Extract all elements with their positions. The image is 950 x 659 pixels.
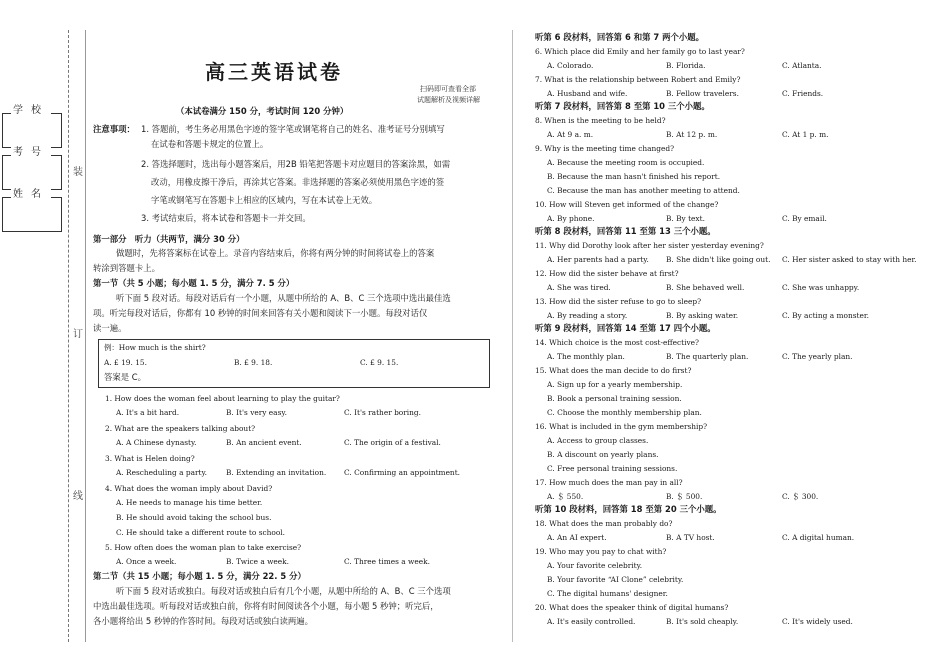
note-2c: 字笔或钢笔写在答题卡上相应的区域内，写在本试卷上无效。 [151, 195, 378, 205]
option-17b: B. ＄ 500. [666, 492, 703, 501]
page-title: 高三英语试卷 [205, 60, 343, 84]
column-divider [512, 30, 513, 642]
section2-heading: 第二节（共 15 小题；每小题 1. 5 分，满分 22. 5 分） [93, 571, 306, 581]
option-13c: C. By acting a monster. [782, 311, 869, 320]
section1-instr-1: 听下面 5 段对话。每段对话后有一个小题，从题中所给的 A、B、C 三个选项中选出最佳选 [116, 293, 451, 303]
option-5b: B. Twice a week. [226, 557, 290, 566]
binding-line [85, 30, 86, 642]
question-9: 9. Why is the meeting time changed? [535, 144, 675, 153]
option-9b: B. Because the man hasn't finished his report. [547, 172, 721, 181]
option-18b: B. A TV host. [666, 533, 715, 542]
option-3b: B. Extending an invitation. [226, 468, 327, 477]
option-12b: B. She behaved well. [666, 283, 745, 292]
example-question: 例：How much is the shirt? [104, 343, 206, 352]
example-option-a: A. £ 19. 15. [104, 358, 147, 367]
question-3: 3. What is Helen doing? [105, 454, 195, 463]
option-1c: C. It's rather boring. [344, 408, 421, 417]
name-field[interactable] [2, 189, 62, 232]
question-20: 20. What does the speaker think of digital humans? [535, 603, 729, 612]
section2-instr-2: 中选出最佳选项。听每段对话或独白前，你将有时间阅读各个小题，每小题 5 秒钟；听完后， [93, 601, 439, 611]
question-8: 8. When is the meeting to be held? [535, 116, 666, 125]
part1-intro-1: 做题时，先将答案标在试卷上。录音内容结束后，你将有两分钟的时间将试卷上的答案 [116, 248, 435, 258]
option-20c: C. It's widely used. [782, 617, 853, 626]
option-8b: B. At 12 p. m. [666, 130, 718, 139]
note-1a: 1. 答题前，考生务必用黑色字迹的签字笔或钢笔将自己的姓名、准考证号分别填写 [141, 124, 445, 134]
question-4: 4. What does the woman imply about David? [105, 484, 273, 493]
question-6: 6. Which place did Emily and her family go to last year? [535, 47, 745, 56]
binding-mark-ding: 订 [73, 329, 83, 340]
note-3: 3. 考试结束后，将本试卷和答题卡一并交回。 [141, 213, 311, 223]
question-1: 1. How does the woman feel about learning to play the guitar? [105, 394, 340, 403]
option-14b: B. The quarterly plan. [666, 352, 749, 361]
question-18: 18. What does the man probably do? [535, 519, 673, 528]
section2-instr-1: 听下面 5 段对话或独白。每段对话或独白后有几个小题，从题中所给的 A、B、C 三个选项 [116, 586, 451, 596]
option-6a: A. Colorado. [547, 61, 594, 70]
option-8c: C. At 1 p. m. [782, 130, 829, 139]
example-answer: 答案是 C。 [104, 372, 147, 382]
option-10c: C. By email. [782, 214, 827, 223]
option-19b: B. Your favorite “AI Clone” celebrity. [547, 575, 684, 584]
note-2b: 改动，用橡皮擦干净后，再涂其它答案。非选择题的答案必须使用黑色字迹的签 [151, 177, 445, 187]
option-4a: A. He needs to manage his time better. [116, 498, 263, 507]
binding-line-dashed [68, 30, 69, 642]
question-5: 5. How often does the woman plan to take exercise? [105, 543, 302, 552]
binding-mark-xian: 线 [73, 491, 83, 502]
option-10a: A. By phone. [547, 214, 595, 223]
option-16b: B. A discount on yearly plans. [547, 450, 659, 459]
option-2b: B. An ancient event. [226, 438, 302, 447]
name-label: 姓名 [11, 185, 51, 200]
section1-instr-3: 读一遍。 [93, 323, 127, 333]
option-2c: C. The origin of a festival. [344, 438, 441, 447]
score-line: （本试卷满分 150 分，考试时间 120 分钟） [176, 106, 349, 116]
scan-note-2: 试题解析及视频详解 [417, 96, 480, 104]
exam-number-label: 考号 [11, 143, 51, 158]
option-8a: A. At 9 a. m. [547, 130, 594, 139]
question-19: 19. Who may you pay to chat with? [535, 547, 667, 556]
material-9-heading: 听第 9 段材料，回答第 14 至第 17 四个小题。 [535, 323, 716, 333]
option-17c: C. ＄ 300. [782, 492, 819, 501]
option-16c: C. Free personal training sessions. [547, 464, 678, 473]
option-11a: A. Her parents had a party. [547, 255, 649, 264]
option-12a: A. She was tired. [547, 283, 611, 292]
option-12c: C. She was unhappy. [782, 283, 860, 292]
option-9a: A. Because the meeting room is occupied. [547, 158, 705, 167]
option-5c: C. Three times a week. [344, 557, 430, 566]
option-19a: A. Your favorite celebrity. [547, 561, 643, 570]
option-11c: C. Her sister asked to stay with her. [782, 255, 917, 264]
question-13: 13. How did the sister refuse to go to sleep? [535, 297, 702, 306]
question-15: 15. What does the man decide to do first? [535, 366, 692, 375]
school-label: 学校 [11, 101, 51, 116]
option-6b: B. Florida. [666, 61, 706, 70]
option-3c: C. Confirming an appointment. [344, 468, 461, 477]
option-9c: C. Because the man has another meeting to attend. [547, 186, 740, 195]
part1-heading: 第一部分 听力（共两节，满分 30 分） [93, 234, 245, 244]
option-2a: A. A Chinese dynasty. [116, 438, 197, 447]
question-11: 11. Why did Dorothy look after her sister yesterday evening? [535, 241, 764, 250]
part1-intro-2: 转涂到答题卡上。 [93, 263, 160, 273]
option-15c: C. Choose the monthly membership plan. [547, 408, 702, 417]
example-option-c: C. £ 9. 15. [360, 358, 399, 367]
question-7: 7. What is the relationship between Robert and Emily? [535, 75, 741, 84]
option-13b: B. By asking water. [666, 311, 739, 320]
option-7b: B. Fellow travelers. [666, 89, 739, 98]
option-3a: A. Rescheduling a party. [116, 468, 208, 477]
option-13a: A. By reading a story. [547, 311, 628, 320]
option-17a: A. ＄ 550. [547, 492, 584, 501]
option-20b: B. It's sold cheaply. [666, 617, 739, 626]
option-19c: C. The digital humans' designer. [547, 589, 668, 598]
option-20a: A. It's easily controlled. [547, 617, 636, 626]
option-10b: B. By text. [666, 214, 705, 223]
option-14a: A. The monthly plan. [547, 352, 625, 361]
scan-note-1: 扫码即可查看全部 [420, 85, 476, 93]
note-1b: 在试卷和答题卡规定的位置上。 [151, 139, 269, 149]
option-5a: A. Once a week. [116, 557, 177, 566]
material-10-heading: 听第 10 段材料，回答第 18 至第 20 三个小题。 [535, 504, 722, 514]
option-16a: A. Access to group classes. [547, 436, 649, 445]
option-4c: C. He should take a different route to school. [116, 528, 286, 537]
question-10: 10. How will Steven get informed of the change? [535, 200, 719, 209]
section1-heading: 第一节（共 5 小题；每小题 1. 5 分，满分 7. 5 分） [93, 278, 295, 288]
option-15a: A. Sign up for a yearly membership. [547, 380, 683, 389]
option-1b: B. It's very easy. [226, 408, 287, 417]
material-7-heading: 听第 7 段材料，回答第 8 至第 10 三个小题。 [535, 101, 710, 111]
option-18c: C. A digital human. [782, 533, 855, 542]
question-2: 2. What are the speakers talking about? [105, 424, 256, 433]
option-14c: C. The yearly plan. [782, 352, 853, 361]
question-14: 14. Which choice is the most cost-effective? [535, 338, 700, 347]
note-2a: 2. 答选择题时，选出每小题答案后，用2B 铅笔把答题卡对应题目的答案涂黑，如需 [141, 159, 451, 169]
question-16: 16. What is included in the gym membership? [535, 422, 708, 431]
option-15b: B. Book a personal training session. [547, 394, 682, 403]
material-6-heading: 听第 6 段材料，回答第 6 和第 7 两个小题。 [535, 32, 704, 42]
option-6c: C. Atlanta. [782, 61, 822, 70]
section2-instr-3: 各小题将给出 5 秒钟的作答时间。每段对话或独白读两遍。 [93, 616, 314, 626]
option-7c: C. Friends. [782, 89, 824, 98]
question-17: 17. How much does the man pay in all? [535, 478, 683, 487]
notes-label: 注意事项： [93, 124, 135, 134]
question-12: 12. How did the sister behave at first? [535, 269, 679, 278]
example-option-b: B. £ 9. 18. [234, 358, 273, 367]
material-8-heading: 听第 8 段材料，回答第 11 至第 13 三个小题。 [535, 226, 716, 236]
option-4b: B. He should avoid taking the school bus. [116, 513, 272, 522]
option-18a: A. An AI expert. [547, 533, 607, 542]
section1-instr-2: 项。听完每段对话后，你都有 10 秒钟的时间来回答有关小题和阅读下一小题。每段对话仅 [93, 308, 428, 318]
binding-mark-zhuang: 装 [73, 167, 83, 178]
option-7a: A. Husband and wife. [547, 89, 628, 98]
option-1a: A. It's a bit hard. [116, 408, 180, 417]
option-11b: B. She didn't like going out. [666, 255, 771, 264]
